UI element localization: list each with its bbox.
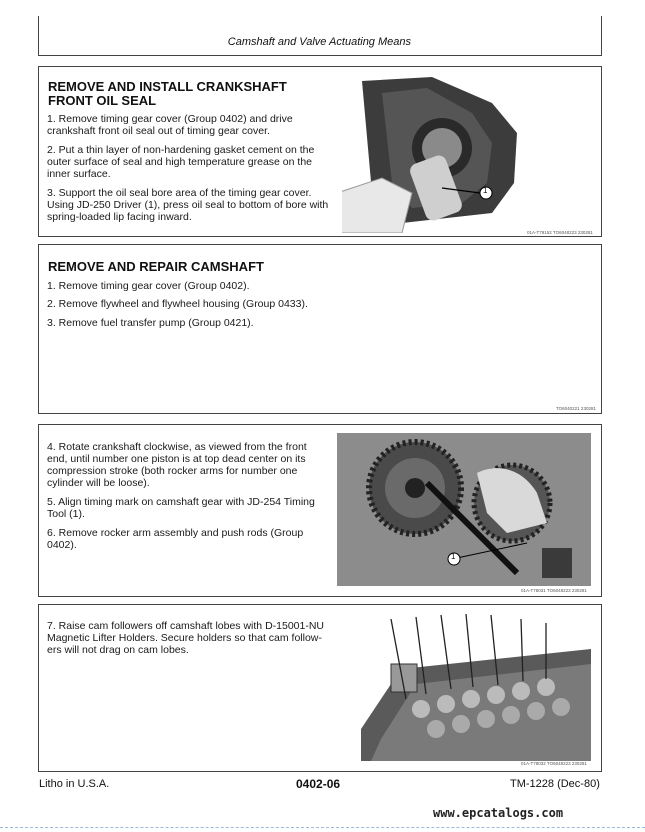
section-remove-camshaft <box>38 244 602 414</box>
section-title: REMOVE AND INSTALL CRANKSHAFT <box>48 79 287 94</box>
callout-number: 1 <box>451 552 456 561</box>
step-text: cylinder will be loose). <box>47 477 150 489</box>
cam-followers-photo <box>361 609 591 761</box>
figure-code: TO6040221 230281 <box>556 406 596 411</box>
step-text: 6. Remove rocker arm assembly and push rods (Group <box>47 527 304 539</box>
manual-id: TM-1228 (Dec-80) <box>510 778 600 790</box>
section-title-line2: FRONT OIL SEAL <box>48 93 157 108</box>
bottom-divider <box>0 827 645 828</box>
section-crankshaft-oil-seal <box>38 66 602 237</box>
figure-code: 01A-T79152 TO6048223 230281 <box>527 230 593 235</box>
callout-number: 1 <box>483 186 488 195</box>
step-text: inner surface. <box>47 168 111 180</box>
step-text: 5. Align timing mark on camshaft gear with JD-254 Timing <box>47 496 315 508</box>
watermark-url: www.epcatalogs.com <box>433 806 564 820</box>
step-text: compression stroke (both rocker arms for number one <box>47 465 298 477</box>
step-text: 3. Remove fuel transfer pump (Group 0421). <box>47 317 254 329</box>
step-text: 2. Put a thin layer of non-hardening gasket cement on the <box>47 144 315 156</box>
step-text: crankshaft front oil seal out of timing gear cover. <box>47 125 270 137</box>
step-text: 1. Remove timing gear cover (Group 0402). <box>47 280 250 292</box>
footer-litho: Litho in U.S.A. <box>39 778 110 790</box>
step-text: 1. Remove timing gear cover (Group 0402) and drive <box>47 113 293 125</box>
section-title: REMOVE AND REPAIR CAMSHAFT <box>48 259 264 274</box>
step-text: 7. Raise cam followers off camshaft lobes with D-15001-NU <box>47 620 325 632</box>
section-cam-followers <box>38 604 602 772</box>
step-text: 4. Rotate crankshaft clockwise, as viewed from the front <box>47 441 307 453</box>
step-text: ers will not drag on cam lobes. <box>47 644 189 656</box>
section-timing-gear <box>38 424 602 597</box>
step-text: 0402). <box>47 539 77 551</box>
figure-code: 01A-T78031 TO6048223 230281 <box>521 588 587 593</box>
timing-gear-photo <box>337 433 591 586</box>
step-text: 3. Support the oil seal bore area of the timing gear cover. <box>47 187 312 199</box>
oil-seal-photo <box>342 73 562 233</box>
step-text: Tool (1). <box>47 508 85 520</box>
step-text: outer surface of seal and high temperature grease on the <box>47 156 313 168</box>
step-text: Magnetic Lifter Holders. Secure holders so that cam follow- <box>47 632 322 644</box>
page-number: 0402-06 <box>296 777 341 791</box>
step-text: 2. Remove flywheel and flywheel housing (Group 0433). <box>47 298 308 310</box>
step-text: end, until number one piston is at top dead center on its <box>47 453 306 465</box>
step-text: Using JD-250 Driver (1), press oil seal to bottom of bore with <box>47 199 329 211</box>
step-text: spring-loaded lip facing inward. <box>47 211 192 223</box>
page-header <box>38 16 602 56</box>
page-title: Camshaft and Valve Actuating Means <box>227 36 411 48</box>
figure-code: 01A-T78032 TO6048223 230281 <box>521 761 587 766</box>
